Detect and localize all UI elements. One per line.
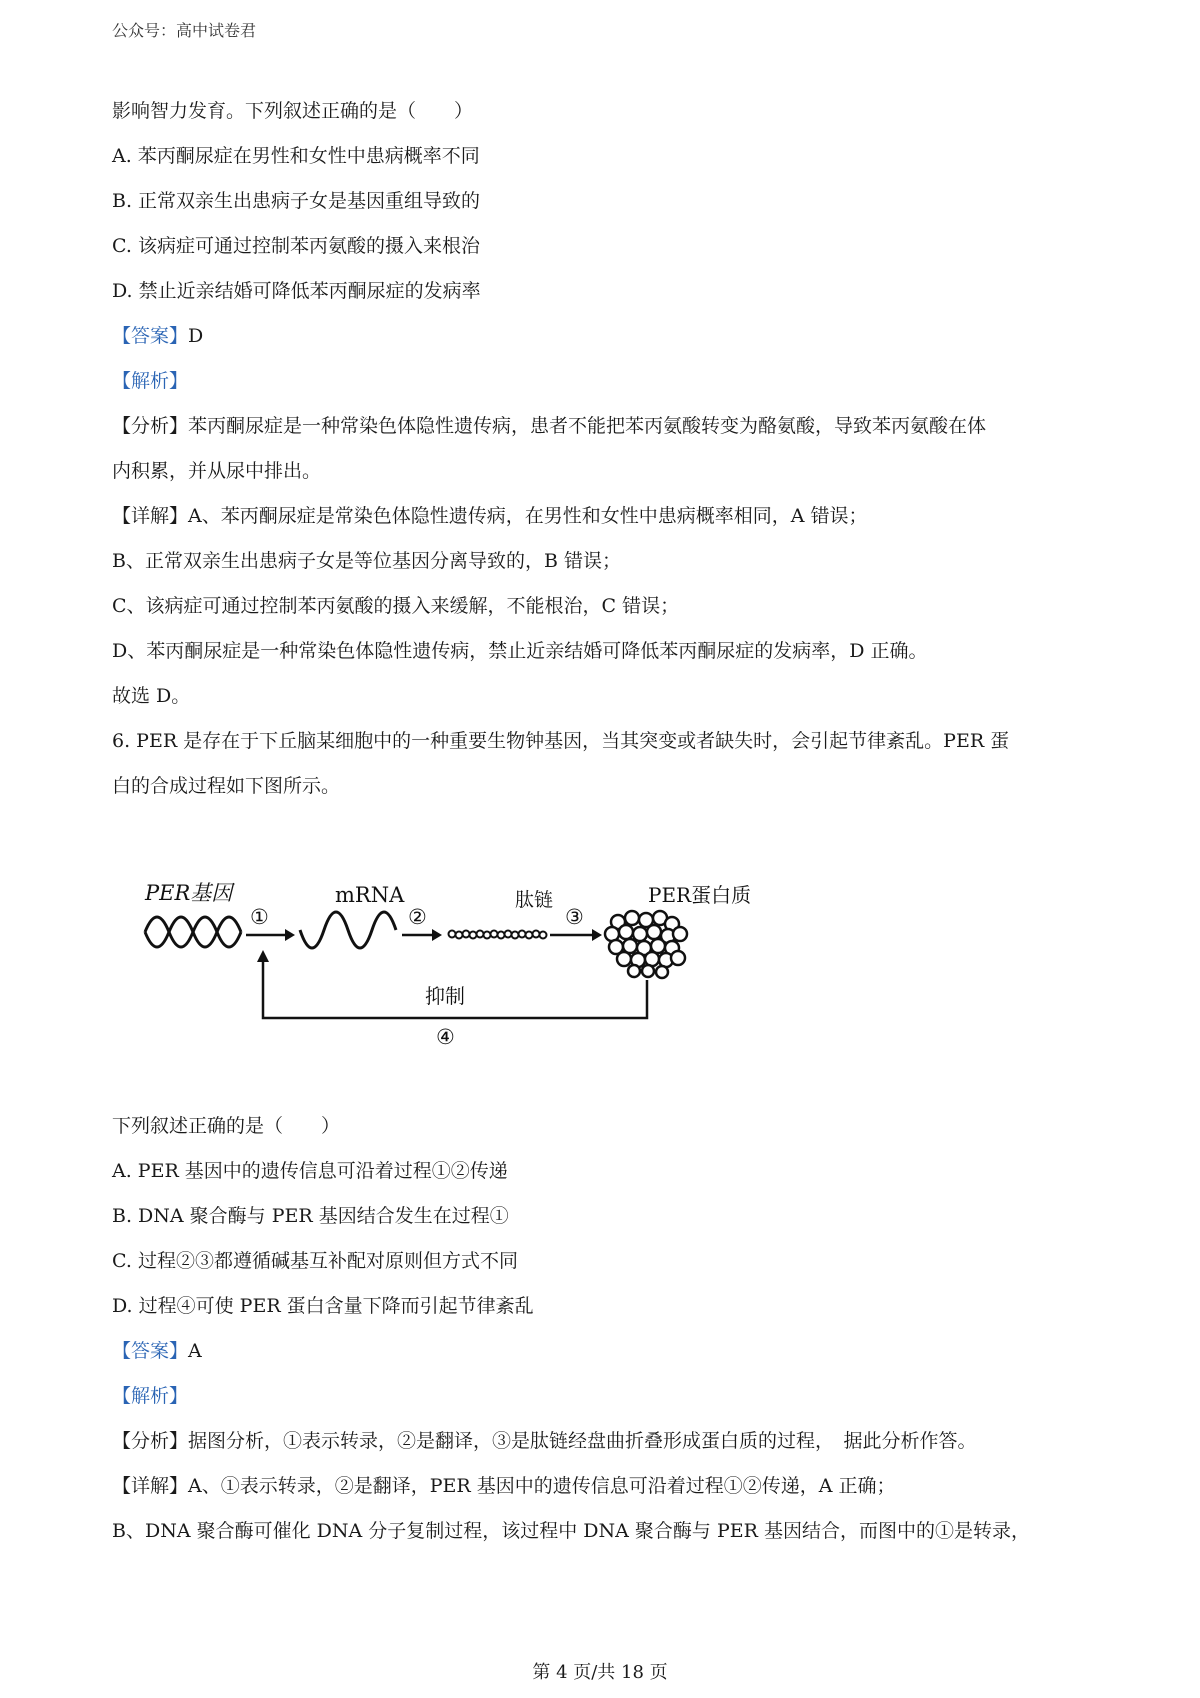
page-footer: 第 4 页/共 18 页 (532, 1662, 668, 1683)
q5-detail-a (112, 503, 868, 529)
q6-stem-1: 6. PER 是存在于下丘脑某细胞中的一种重要生物钟基因，当其突变或者缺失时，会引起节律紊乱。PER 蛋 (112, 730, 1010, 752)
q5-detail-b: B、正常双亲生出患病子女是等位基因分离导致的，B 错误； (112, 550, 621, 572)
folded-protein-icon (605, 911, 687, 978)
detail-label: 【详解】 (112, 1475, 189, 1497)
q5-conclusion: 故选 D。 (112, 685, 191, 707)
q6-stem-2: 白的合成过程如下图所示。 (112, 775, 341, 797)
q6-jiexi-label: 【解析】 (112, 1385, 189, 1407)
answer-value: A (188, 1340, 202, 1362)
q5-jiexi-label: 【解析】 (112, 370, 189, 392)
peptide-chain-icon (449, 931, 547, 939)
analysis-text: 苯丙酮尿症是一种常染色体隐性遗传病，患者不能把苯丙氨酸转变为酪氨酸，导致苯丙氨酸在体 (188, 415, 987, 437)
diagram-inhibit-label: 抑制 (425, 984, 465, 1008)
answer-label: 【答案】 (112, 325, 189, 347)
arrow-step2-icon (402, 929, 442, 941)
q6-option-d: D. 过程④可使 PER 蛋白含量下降而引起节律紊乱 (112, 1295, 534, 1317)
analysis-label: 【分析】 (112, 415, 189, 437)
detail-text: A、苯丙酮尿症是常染色体隐性遗传病，在男性和女性中患病概率相同，A 错误； (188, 505, 868, 527)
q5-detail-d: D、苯丙酮尿症是一种常染色体隐性遗传病，禁止近亲结婚可降低苯丙酮尿症的发病率，D 正确。 (112, 640, 928, 662)
detail-text: A、①表示转录，②是翻译，PER 基因中的遗传信息可沿着过程①②传递，A 正确； (188, 1475, 896, 1497)
q5-analysis-1 (112, 413, 986, 439)
answer-label: 【答案】 (112, 1340, 189, 1362)
q6-answer (112, 1338, 202, 1364)
q5-detail-c: C、该病症可通过控制苯丙氨酸的摄入来缓解，不能根治，C 错误； (112, 595, 680, 617)
q6-detail-a (112, 1473, 896, 1499)
q5-stem-end: 影响智力发育。下列叙述正确的是（ ） (112, 100, 474, 122)
diagram-step4-label: ④ (436, 1025, 455, 1049)
q6-option-a: A. PER 基因中的遗传信息可沿着过程①②传递 (112, 1160, 508, 1182)
inhibition-arrowhead-icon (257, 950, 269, 962)
q5-answer (112, 323, 203, 349)
q6-option-c: C. 过程②③都遵循碱基互补配对原则但方式不同 (112, 1250, 518, 1272)
q6-question: 下列叙述正确的是（ ） (112, 1115, 341, 1137)
diagram-gene-label: PER基因 (145, 881, 233, 905)
q5-option-c: C. 该病症可通过控制苯丙氨酸的摄入来根治 (112, 235, 480, 257)
q6-detail-b: B、DNA 聚合酶可催化 DNA 分子复制过程，该过程中 DNA 聚合酶与 PER 基因结合，而图中的①是转录， (112, 1520, 1030, 1542)
arrow-step1-icon (246, 929, 295, 941)
diagram-protein-label: PER蛋白质 (648, 883, 752, 907)
q5-option-a: A. 苯丙酮尿症在男性和女性中患病概率不同 (112, 145, 480, 167)
detail-label: 【详解】 (112, 505, 189, 527)
diagram-mrna-label: mRNA (335, 883, 405, 907)
diagram-step1-label: ① (250, 905, 269, 929)
diagram-step3-label: ③ (565, 905, 584, 929)
q5-analysis-2: 内积累，并从尿中排出。 (112, 460, 322, 482)
diagram-peptide-label: 肽链 (515, 889, 554, 911)
q6-analysis (112, 1428, 977, 1454)
diagram-step2-label: ② (408, 905, 427, 929)
per-protein-synthesis-diagram (140, 870, 780, 1070)
page-header: 公众号：高中试卷君 (112, 21, 257, 40)
dna-helix-icon (145, 917, 241, 947)
analysis-label: 【分析】 (112, 1430, 189, 1452)
q5-option-d: D. 禁止近亲结婚可降低苯丙酮尿症的发病率 (112, 280, 481, 302)
analysis-text: 据图分析，①表示转录，②是翻译，③是肽链经盘曲折叠形成蛋白质的过程， 据此分析作答。 (188, 1430, 977, 1452)
answer-value: D (188, 325, 204, 347)
q6-option-b: B. DNA 聚合酶与 PER 基因结合发生在过程① (112, 1205, 509, 1227)
q5-option-b: B. 正常双亲生出患病子女是基因重组导致的 (112, 190, 481, 212)
arrow-step3-icon (550, 929, 602, 941)
mrna-wave-icon (300, 912, 396, 948)
